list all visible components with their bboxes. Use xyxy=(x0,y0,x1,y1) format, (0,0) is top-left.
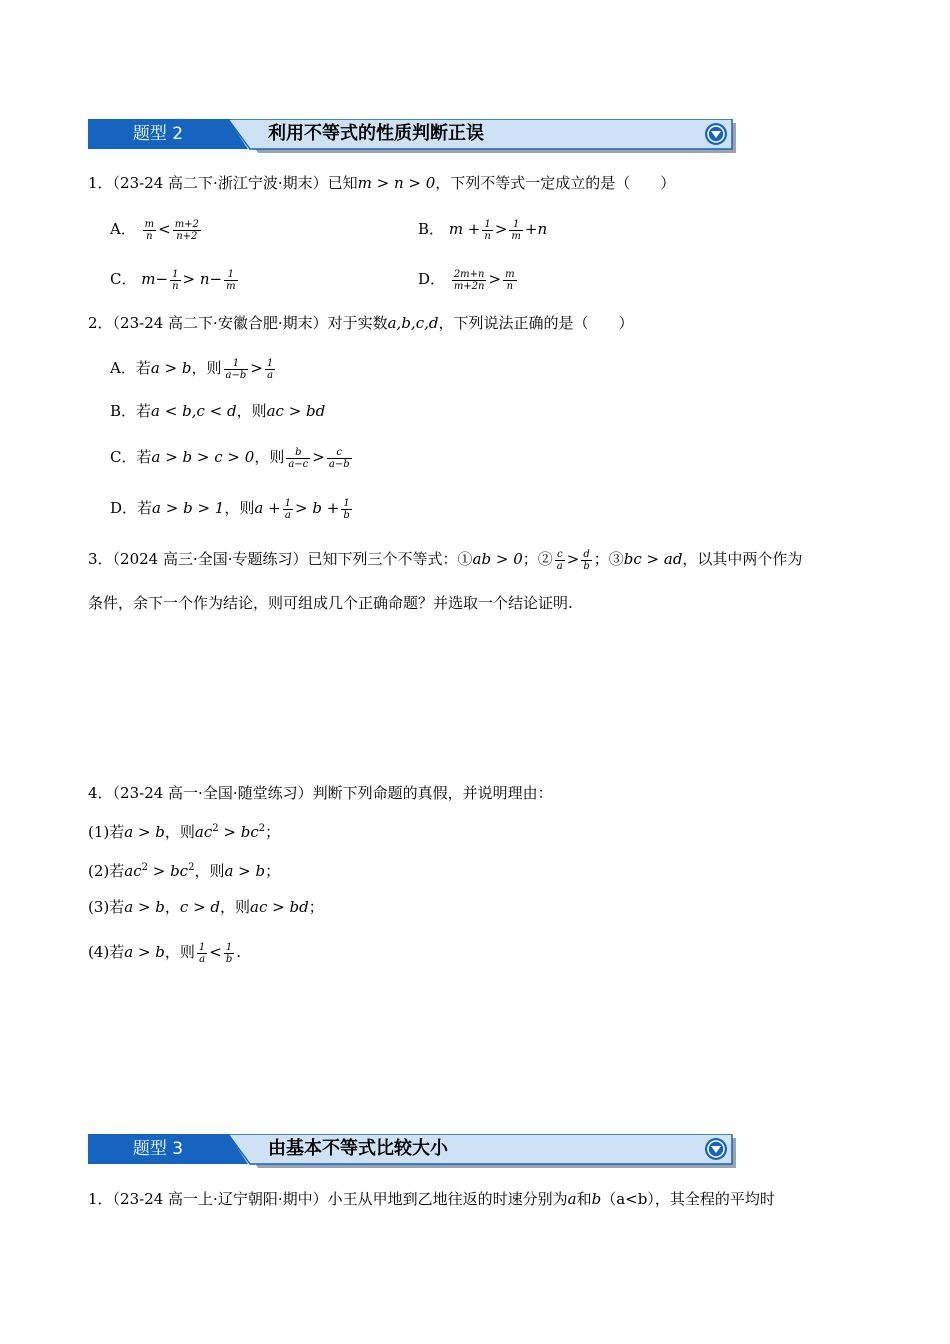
section-2-banner xyxy=(88,119,736,153)
fraction: $\frac{1}{n}$ xyxy=(484,218,491,242)
question-1-stem xyxy=(88,172,675,194)
section-tag: 题型 2 xyxy=(132,124,184,144)
section-title: 利用不等式的性质判断正误 xyxy=(268,123,484,144)
option-b[interactable]: B．若a < b,c < d，则ac > bd xyxy=(110,402,326,420)
section-3-question-1: 1．（23-24 高一上·辽宁朝阳·期中）小王从甲地到乙地往返的时速分别为a和b（a<b），其全程的平均时 xyxy=(88,1190,775,1208)
fraction: $\frac{2m+n}{m+2n}$ xyxy=(453,268,485,292)
option-c[interactable]: C． m− $\frac{1}{n}$ > n− $\frac{1}{m}$ xyxy=(110,268,236,292)
fraction: $\frac{1}{b}$ xyxy=(225,941,233,965)
question-3-stem: 3．（2024 高三·全国·专题练习）已知下列三个不等式：①ab > 0；② $\frac{c}{a}$ > $\frac{d}{b}$ ；③bc > ad，以其中两个作为 xyxy=(88,548,803,572)
proposition-2: (2)若$ac^2 > bc^2$，则a > b； xyxy=(88,862,281,880)
fraction: $\frac{1}{b}$ xyxy=(343,497,350,521)
question-4-stem xyxy=(88,782,553,804)
question-number: 4． xyxy=(88,784,113,802)
fraction: $\frac{m}{n}$ xyxy=(505,268,515,292)
proposition-3: (3)若a > b，c > d，则ac > bd； xyxy=(88,898,324,916)
option-b[interactable]: B． m + $\frac{1}{n}$ > $\frac{1}{m}$ +n xyxy=(418,218,548,242)
proposition-4: (4)若a > b，则 $\frac{1}{a}$ < $\frac{1}{b}$ . xyxy=(88,941,242,965)
fraction: $\frac{1}{n}$ xyxy=(172,268,179,292)
question-number: 3． xyxy=(88,550,113,568)
fraction: $\frac{m+2}{n+2}$ xyxy=(174,218,199,242)
question-number: 2． xyxy=(88,314,113,332)
math-condition: m > n > 0 xyxy=(357,174,436,192)
option-d[interactable]: D．若a > b > 1，则a + $\frac{1}{a}$ > b + $\frac{1}{b}$ xyxy=(110,497,350,521)
fraction: $\frac{m}{n}$ xyxy=(144,218,155,242)
option-d[interactable]: D． $\frac{2m+n}{m+2n}$ > $\frac{m}{n}$ xyxy=(418,268,515,292)
fraction: $\frac{1}{a}$ xyxy=(266,357,274,381)
question-3-line2: 条件，余下一个作为结论，则可组成几个正确命题？并选取一个结论证明. xyxy=(88,594,573,612)
fraction: $\frac{c}{a}$ xyxy=(556,548,563,572)
section-3-banner xyxy=(88,1134,736,1168)
question-text: ，下列不等式一定成立的是（ ） xyxy=(435,174,676,192)
question-source: （23-24 高一·全国·随堂练习）判断下列命题的真假，并说明理由： xyxy=(112,784,553,802)
question-number: 1． xyxy=(88,174,113,192)
fraction: $\frac{1}{a}$ xyxy=(198,941,206,965)
fraction: $\frac{1}{a-b}$ xyxy=(225,357,247,381)
option-a[interactable]: A． $\frac{m}{n}$ < $\frac{m+2}{n+2}$ xyxy=(110,218,199,242)
question-text: ，下列说法正确的是（ ） xyxy=(438,314,634,332)
question-number: 1． xyxy=(88,1190,113,1208)
question-source: （2024 高三·全国·专题练习）已知下列三个不等式： xyxy=(112,550,458,568)
question-source: （23-24 高二下·安徽合肥·期末）对于实数 xyxy=(112,314,388,332)
fraction: $\frac{1}{a}$ xyxy=(284,497,292,521)
question-2-stem: 2．（23-24 高二下·安徽合肥·期末）对于实数a,b,c,d，下列说法正确的是（ ） xyxy=(88,314,634,332)
question-source: （23-24 高二下·浙江宁波·期末）已知 xyxy=(112,174,358,192)
fraction: $\frac{d}{b}$ xyxy=(583,548,590,572)
chevron-down-circle-icon[interactable] xyxy=(704,122,728,146)
fraction: $\frac{c}{a-b}$ xyxy=(328,446,350,470)
section-tag: 题型 3 xyxy=(132,1139,184,1159)
fraction: $\frac{1}{m}$ xyxy=(511,218,521,242)
chevron-down-circle-icon[interactable] xyxy=(704,1137,728,1161)
option-a[interactable]: A．若a > b，则 $\frac{1}{a-b}$ > $\frac{1}{a}$ xyxy=(110,357,274,381)
fraction: $\frac{1}{m}$ xyxy=(226,268,236,292)
proposition-1: (1)若a > b，则$ac^2 > bc^2$； xyxy=(88,823,281,841)
section-title: 由基本不等式比较大小 xyxy=(268,1138,448,1159)
option-c[interactable]: C．若a > b > c > 0，则 $\frac{b}{a-c}$ > $\frac{c}{a-b}$ xyxy=(110,446,350,470)
fraction: $\frac{b}{a-c}$ xyxy=(288,446,309,470)
